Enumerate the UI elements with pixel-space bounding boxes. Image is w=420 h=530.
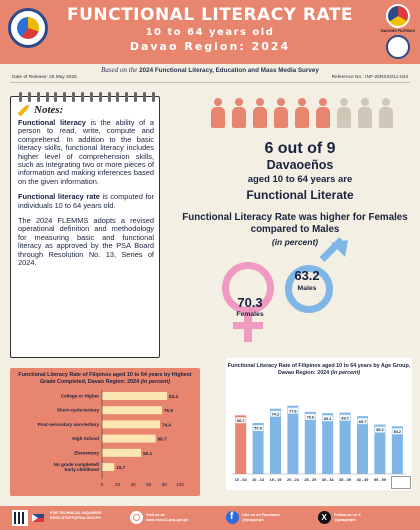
person-icon: [294, 98, 310, 128]
age-bar: [322, 413, 333, 474]
grade-value-label: 83.4: [169, 394, 179, 399]
sex-comparison-title: [170, 212, 420, 249]
female-rate-label: Females: [236, 311, 264, 318]
footer-facebook[interactable]: [226, 511, 280, 524]
note-functional-literacy: [18, 119, 154, 186]
grade-value-label: 74.4: [162, 422, 171, 428]
age-value-label: 69.1: [324, 416, 332, 421]
ring: [143, 92, 146, 102]
ring: [28, 92, 31, 102]
person-icon: [315, 98, 331, 128]
page-title: FUNCTIONAL LITERACY RATE: [66, 5, 354, 25]
grade-chart-heading: Functional Literacy Rate of Filipinos aged 10 to 64 years by Highest Grade Completed, Davao Region: 2024: [18, 372, 192, 385]
grade-category-label: No grade completed/ Early childhood: [53, 462, 99, 472]
grade-x-tick: 0: [100, 482, 104, 488]
ring: [134, 92, 137, 102]
note-text: is computed for individuals 10 to 64 years old.: [18, 192, 154, 210]
age-category-label: 50 - 59: [373, 478, 386, 482]
grade-x-tick: 60: [146, 482, 152, 488]
ring: [19, 92, 22, 102]
ring: [54, 92, 57, 102]
age-category-label: 35 - 39: [339, 478, 352, 482]
grade-bar: [102, 392, 167, 400]
footer-website[interactable]: [130, 511, 189, 524]
grade-x-tick: 20: [115, 482, 121, 488]
stat-age: aged 10 to 64 years are: [247, 174, 353, 185]
age-value-label: 65.7: [358, 419, 367, 424]
pencil-icon: [14, 100, 34, 120]
stat-fraction: 6 out of 9: [264, 140, 336, 157]
ring: [90, 92, 93, 102]
ring: [72, 92, 75, 102]
release-date: Date of Release: 26 May 2025: [12, 75, 77, 80]
person-icon: [231, 98, 247, 128]
age-bar: [340, 413, 351, 474]
age-category-label: 25 - 29: [304, 478, 317, 482]
age-chart-panel: [226, 358, 412, 490]
ring: [37, 92, 40, 102]
ring: [125, 92, 128, 102]
inquiries-email[interactable]: RSSO.STAFF@PSA.GOV.PH: [50, 515, 101, 520]
person-icon: [210, 98, 226, 128]
person-icon: [378, 98, 394, 128]
age-chart: [226, 358, 412, 490]
person-icon: [336, 98, 352, 128]
grade-bar: [102, 463, 114, 471]
x-label: Follow us on X: [334, 512, 361, 517]
qr-code[interactable]: [12, 510, 28, 526]
grade-category-label: College or Higher: [60, 393, 99, 399]
age-value-label: 77.6: [289, 409, 297, 414]
age-value-label: 69.7: [341, 416, 349, 421]
grade-category-label: High School: [72, 436, 99, 442]
notes-body: [18, 119, 154, 275]
person-icon: [357, 98, 373, 128]
male-rate-label: Males: [297, 285, 317, 292]
grade-chart-unit: (in percent): [140, 378, 170, 385]
sex-comparison-unit: (in percent): [271, 237, 319, 247]
website-link[interactable]: www.rsso11.psa.gov.ph: [146, 517, 189, 522]
based-on-line: [0, 66, 420, 74]
facebook-icon: [226, 511, 239, 524]
age-chart-heading: Functional Literacy Rate of Filipinos aged 10 to 64 years by Age Group, Davao Region: 2024: [227, 363, 411, 376]
philsys-badge: [391, 476, 411, 489]
bagong-pilipinas-label: BAGONG PILIPINAS: [381, 29, 415, 33]
reference-number: Reference No.: INF-25RSSO11-044: [331, 75, 408, 80]
note-term: Functional literacy rate: [18, 192, 100, 202]
grade-value-label: 68.7: [157, 436, 167, 442]
ring: [152, 92, 155, 102]
psa-logo: [386, 35, 410, 59]
sex-comparison-heading: Functional Literacy Rate was higher for Females compared to Males: [182, 212, 408, 235]
ring: [99, 92, 102, 102]
grade-value-label: 76.9: [163, 408, 173, 414]
age-value-label: 66.7: [237, 418, 245, 423]
age-category-label: 10 - 64: [234, 478, 247, 482]
female-rate-value: 70.3: [237, 295, 263, 310]
grade-bar: [102, 449, 141, 457]
age-category-label: 10 - 14: [252, 478, 265, 482]
female-symbol-cross: [233, 322, 263, 329]
website-label: Visit us at:: [146, 512, 166, 517]
facebook-handle[interactable]: @psagovph: [242, 517, 264, 522]
footer: [0, 506, 420, 530]
age-value-label: 57.9: [254, 426, 262, 431]
ring: [108, 92, 111, 102]
grade-chart-panel: [10, 368, 200, 496]
globe-icon: [130, 511, 143, 524]
note-functional-literacy-rate: [18, 193, 154, 210]
ring: [116, 92, 119, 102]
age-bar: [357, 416, 368, 474]
grade-x-tick: 40: [130, 482, 136, 488]
footer-inquiries[interactable]: [50, 511, 101, 520]
divider: [10, 82, 410, 83]
ring: [63, 92, 66, 102]
stat-label: Functional Literate: [246, 188, 354, 202]
x-handle[interactable]: @psagovph: [334, 517, 356, 522]
age-category-label: 20 - 24: [286, 478, 299, 482]
page-subtitle-age: 10 to 64 years old: [145, 27, 275, 38]
notes-title: Notes:: [34, 104, 64, 116]
notes-panel: [10, 96, 160, 358]
note-methodology: The 2024 FLEMMS adopts a revised operational definition and methodology for measuring basic and functional literacy as approved by the PSA Board through Resolution No. 13, Series of 2024.: [18, 216, 154, 268]
grade-value-label: 15.7: [116, 465, 126, 470]
based-on-prefix: Based on the: [101, 66, 138, 74]
ring: [81, 92, 84, 102]
stat-place: Davaoeños: [266, 158, 334, 172]
header-banner: [0, 0, 420, 64]
age-bar: [287, 406, 298, 474]
male-rate-value: 63.2: [294, 268, 320, 283]
age-bar: [270, 409, 281, 474]
grade-bar: [102, 420, 160, 428]
grade-x-tick: 100: [176, 482, 184, 488]
x-icon: [318, 511, 331, 524]
inquiries-label: FOR TECHNICAL INQUIRIES: [50, 511, 102, 515]
notebook-rings: [19, 92, 155, 102]
people-icon-row: [210, 98, 410, 130]
footer-x[interactable]: [318, 511, 361, 524]
ph-flag-icon: [32, 514, 44, 522]
ring: [46, 92, 49, 102]
note-term: Functional literacy: [18, 118, 86, 127]
grade-value-label: 50.1: [143, 450, 153, 456]
grade-bar: [102, 435, 156, 443]
note-text: is the ability of a person to read, write, compute and comprehend. In addition to the basic literacy skills, functional literacy includes higher level of comprehension skills, such as integrating two or more pieces of information and making inferences based on the given information.: [18, 118, 154, 186]
survey-name: 2024 Functional Literacy, Education and Mass Media Survey: [139, 67, 319, 74]
age-value-label: 74.2: [271, 412, 280, 417]
grade-category-label: Elementary: [74, 450, 99, 456]
age-value-label: 54.2: [393, 429, 401, 434]
age-bar: [235, 415, 246, 474]
age-category-label: 40 - 49: [356, 478, 369, 482]
grade-chart: [10, 368, 200, 496]
grade-bar: [102, 406, 162, 414]
age-bar: [305, 412, 316, 474]
person-icon: [252, 98, 268, 128]
person-icon: [273, 98, 289, 128]
age-value-label: 56.2: [376, 428, 384, 433]
grade-category-label: Short-cycle-tertiary: [56, 407, 99, 413]
age-chart-unit: (in percent): [330, 369, 361, 376]
age-value-label: 70.6: [306, 415, 314, 420]
page-subtitle-region: Davao Region: 2024: [129, 40, 291, 53]
facebook-label: Like us on Facebook: [242, 512, 280, 517]
age-category-label: 15 - 19: [269, 478, 282, 482]
bagong-pilipinas-logo: [386, 4, 410, 28]
age-category-label: 30 - 34: [321, 478, 334, 482]
grade-category-label: Post-secondary non-tertiary: [37, 421, 99, 427]
grade-x-tick: 80: [161, 482, 167, 488]
